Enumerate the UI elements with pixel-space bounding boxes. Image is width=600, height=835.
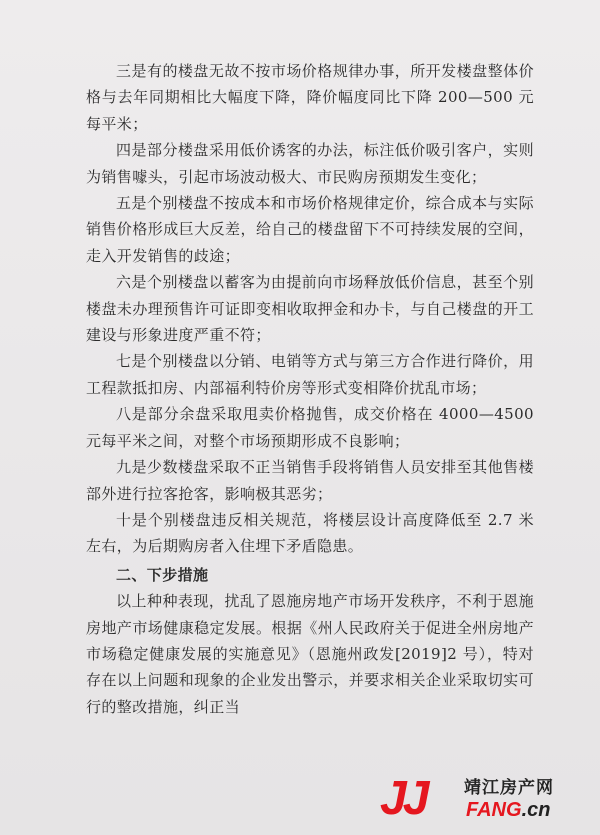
paragraph-item-9: 九是少数楼盘采取不正当销售手段将销售人员安排至其他售楼部外进行拉客抢客，影响极其恶劣； <box>86 458 534 503</box>
watermark-domain <box>466 799 550 822</box>
document-body <box>86 58 534 720</box>
watermark-domain-main: FANG <box>466 799 522 821</box>
paragraph-item-3: 三是有的楼盘无故不按市场价格规律办事，所开发楼盘整体价格与去年同期相比大幅度下降，降价幅度同比下降 200—500 元每平米； <box>86 62 534 133</box>
closing-paragraph: 以上种种表现，扰乱了恩施房地产市场开发秩序，不利于恩施房地产市场健康稳定发展。根据《州人民政府关于促进全州房地产市场稳定健康发展的实施意见》（恩施州政发[2019]2 号），特对存在以上问题和现象的企业发出警示，并要求相关企业采取切实可行的整改措施，纠正当 <box>86 592 534 716</box>
paragraph-item-4: 四是部分楼盘采用低价诱客的办法，标注低价吸引客户，实则为销售噱头，引起市场波动极大、市民购房预期发生变化； <box>86 141 534 186</box>
paragraph-item-7: 七是个别楼盘以分销、电销等方式与第三方合作进行降价，用工程款抵扣房、内部福利特价房等形式变相降价扰乱市场； <box>86 352 534 397</box>
watermark-site-name: 靖江房产网 <box>464 778 554 798</box>
paragraph-item-10: 十是个别楼盘违反相关规范，将楼层设计高度降低至 2.7 米左右，为后期购房者入住埋下矛盾隐患。 <box>86 510 534 556</box>
section-heading: 二、下步措施 <box>116 565 209 584</box>
paragraph-item-6: 六是个别楼盘以蓄客为由提前向市场释放低价信息，甚至个别楼盘未办理预售许可证即变相收取押金和办卡，与自己楼盘的开工建设与形象进度严重不符； <box>86 273 534 345</box>
paragraph-item-5: 五是个别楼盘不按成本和市场价格规律定价，综合成本与实际销售价格形成巨大反差，给自己的楼盘留下不可持续发展的空间，走入开发销售的歧途； <box>86 194 534 265</box>
paragraph-item-8: 八是部分余盘采取甩卖价格抛售，成交价格在 4000—4500 元每平米之间，对整个市场预期形成不良影响； <box>86 405 534 450</box>
watermark-logo: JJ <box>380 772 426 825</box>
site-watermark <box>380 769 590 829</box>
watermark-domain-suffix: .cn <box>521 799 551 821</box>
